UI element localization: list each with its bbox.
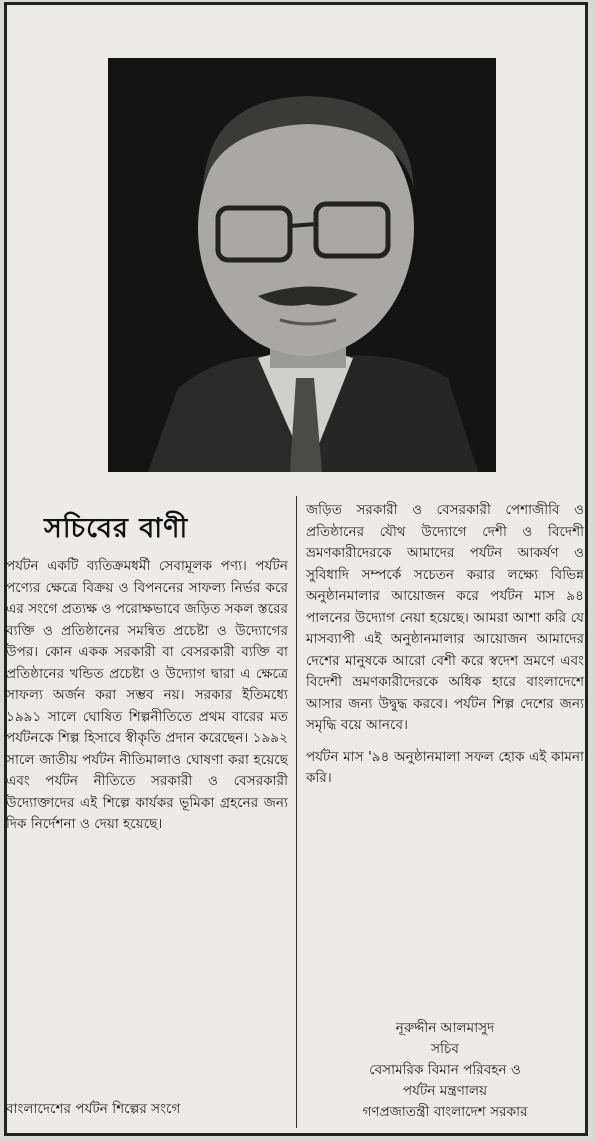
page-title: সচিবের বাণী xyxy=(44,513,189,544)
portrait-icon xyxy=(108,58,496,472)
column-divider xyxy=(296,496,297,1128)
portrait-photo xyxy=(108,58,496,472)
right-paragraph-2: পর্যটন মাস '৯৪ অনুষ্ঠানমালা সফল হোক এই কামনা করি। xyxy=(306,748,584,786)
signatory-name: নূরুদ্দীন আলমাসুদ xyxy=(395,1020,495,1036)
ministry-line-2: পর্যটন মন্ত্রণালয় xyxy=(402,1083,488,1099)
left-paragraph: পর্যটন একটি ব্যতিক্রমধর্মী সেবামূলক পণ্য। পর্যটন পণ্যের ক্ষেত্রে বিক্রয় ও বিপননের সাফল্য নির্ভর করে এর সংগে প্রত্যক্ষ ও পরোক্ষভাবে জড়িত সকল স্তরের ব্যক্তি ও প্রতিষ্ঠানের সমন্বিত প্রচেষ্টা ও উদ্যোগের উপর। কোন একক সরকারী বা বেসরকারী ব্যক্তি বা প্রতিষ্ঠানের খন্ডিত প্রচেষ্টা ও উদ্যোগ দ্বারা এ ক্ষেত্রে সাফল্য অর্জন করা সম্ভব নয়। সরকার ইতিমধ্যে ১৯৯১ সালে ঘোষিত শিল্পনীতিতে প্রথম বারের মত পর্যটনকে শিল্প হিসাবে স্বীকৃতি প্রদান করেছেন। ১৯৯২ সালে জাতীয় পর্যটন নীতিমালাও ঘোষণা করা হয়েছে এবং পর্যটন নীতিতে সরকারী ও বেসরকারী উদ্যোক্তাদের এই শিল্পে কার্যকর ভূমিকা গ্রহনের জন্য দিক নির্দেশনা ও দেয়া হয়েছে। xyxy=(6,558,288,832)
ministry-line-1: বেসামরিক বিমান পরিবহন ও xyxy=(369,1062,521,1078)
right-paragraph-1: জড়িত সরকারী ও বেসরকারী পেশাজীবি ও প্রতিষ্ঠানের যৌথ উদ্যোগে দেশী ও বিদেশী ভ্রমণকারীদেরকে আমাদের পর্যটন আকর্ষণ ও সুবিধাদি সম্পর্কে সচেতন করার লক্ষ্যে বিভিন্ন অনুষ্ঠানমালার আয়োজন করে পর্যটন মাস ৯৪ পালনের উদ্যোগ নেয়া হয়েছে। আমরা আশা করি যে মাসব্যাপী এই অনুষ্ঠানমালার আয়োজন আমাদের দেশের মানুষকে আরো বেশী করে স্বদেশ ভ্রমণে এবং বিদেশী ভ্রমণকারীদেরকে অধিক হারে বাংলাদেশে আসার জন্য উদ্বুদ্ধ করবে। পর্যটন শিল্প দেশের জন্য সমৃদ্ধি বয়ে আনবে। xyxy=(306,502,584,733)
left-column-last-line: বাংলাদেশের পর্যটন শিল্পের সংগে xyxy=(6,1101,181,1117)
government-name: গণপ্রজাতন্ত্রী বাংলাদেশ সরকার xyxy=(362,1104,528,1120)
signatory-title: সচিব xyxy=(431,1041,459,1057)
left-column xyxy=(6,556,288,1096)
right-column xyxy=(306,500,584,790)
signature-block xyxy=(306,1018,584,1123)
